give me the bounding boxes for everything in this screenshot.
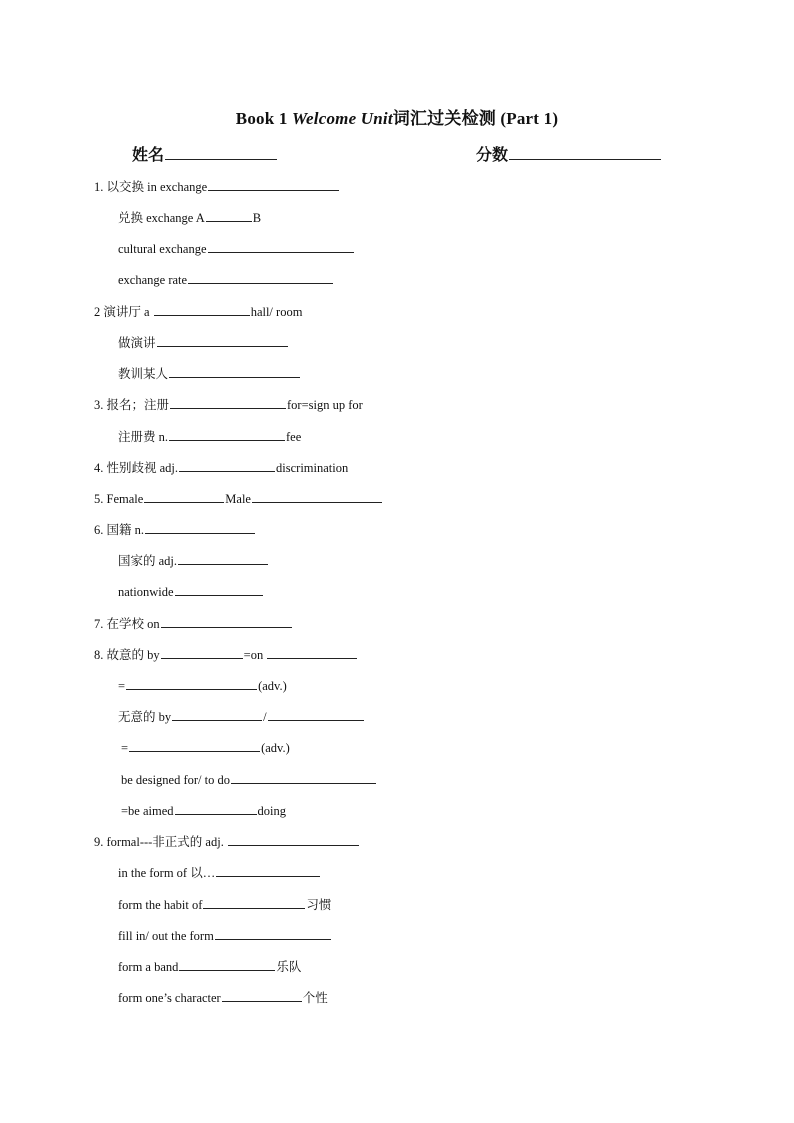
answer-blank[interactable] (157, 332, 288, 347)
answer-blank[interactable] (145, 519, 255, 534)
score-blank[interactable] (509, 143, 661, 160)
question-7: 7. 在学校 on (94, 613, 293, 632)
answer-blank[interactable] (268, 706, 364, 721)
answer-blank[interactable] (175, 800, 257, 815)
answer-blank[interactable] (170, 394, 286, 409)
question-1c: exchange rate (118, 269, 334, 288)
question-8c: = (adv.) (121, 737, 290, 756)
question-1: 1. 以交换 in exchange (94, 176, 340, 195)
answer-blank[interactable] (129, 737, 260, 752)
answer-blank[interactable] (179, 457, 275, 472)
answer-blank[interactable] (222, 987, 302, 1002)
name-field[interactable] (132, 142, 278, 165)
question-8e: =be aimed doing (121, 800, 286, 819)
question-5: 5. Female Male (94, 488, 383, 507)
question-2b: 教训某人 (118, 363, 301, 382)
answer-blank[interactable] (203, 894, 305, 909)
name-label: 姓名 (132, 147, 165, 164)
answer-blank[interactable] (126, 675, 257, 690)
answer-blank[interactable] (216, 862, 320, 877)
question-1a: 兑换 exchange A B (118, 207, 261, 226)
answer-blank[interactable] (161, 613, 292, 628)
page-title: Book 1 Welcome Unit词汇过关检测 (Part 1) (235, 109, 559, 128)
answer-blank[interactable] (154, 301, 250, 316)
answer-blank[interactable] (208, 176, 339, 191)
question-9d: form a band 乐队 (118, 956, 301, 975)
question-6b: nationwide (118, 581, 264, 600)
question-2a: 做演讲 (118, 332, 289, 351)
answer-blank[interactable] (252, 488, 382, 503)
answer-blank[interactable] (178, 550, 268, 565)
question-8a: = (adv.) (118, 675, 287, 694)
answer-blank[interactable] (144, 488, 224, 503)
question-9e: form one’s character 个性 (118, 987, 328, 1006)
score-field[interactable] (476, 142, 662, 165)
question-9a: in the form of 以… (118, 862, 321, 881)
answer-blank[interactable] (161, 644, 243, 659)
answer-blank[interactable] (175, 581, 263, 596)
answer-blank[interactable] (169, 363, 300, 378)
question-6a: 国家的 adj. (118, 550, 269, 569)
answer-blank[interactable] (188, 269, 333, 284)
answer-blank[interactable] (267, 644, 357, 659)
answer-blank[interactable] (172, 706, 262, 721)
question-9b: form the habit of 习惯 (118, 894, 331, 913)
question-8b: 无意的 by / (118, 706, 365, 725)
question-2: 2 演讲厅 a hall/ room (94, 301, 302, 320)
answer-blank[interactable] (208, 238, 354, 253)
score-label: 分数 (476, 147, 509, 164)
answer-blank[interactable] (169, 426, 285, 441)
question-3a: 注册费 n. fee (118, 426, 301, 445)
answer-blank[interactable] (231, 769, 376, 784)
question-9c: fill in/ out the form (118, 925, 332, 944)
answer-blank[interactable] (179, 956, 275, 971)
answer-blank[interactable] (215, 925, 331, 940)
name-blank[interactable] (165, 143, 277, 160)
question-8: 8. 故意的 by =on (94, 644, 358, 663)
question-1b: cultural exchange (118, 238, 355, 257)
question-3: 3. 报名；注册 for=sign up for (94, 394, 363, 413)
question-6: 6. 国籍 n. (94, 519, 256, 538)
answer-blank[interactable] (228, 831, 359, 846)
question-4: 4. 性别歧视 adj. discrimination (94, 457, 348, 476)
question-9: 9. formal---非正式的 adj. (94, 831, 360, 850)
answer-blank[interactable] (206, 207, 252, 222)
question-8d: be designed for/ to do (121, 769, 377, 788)
